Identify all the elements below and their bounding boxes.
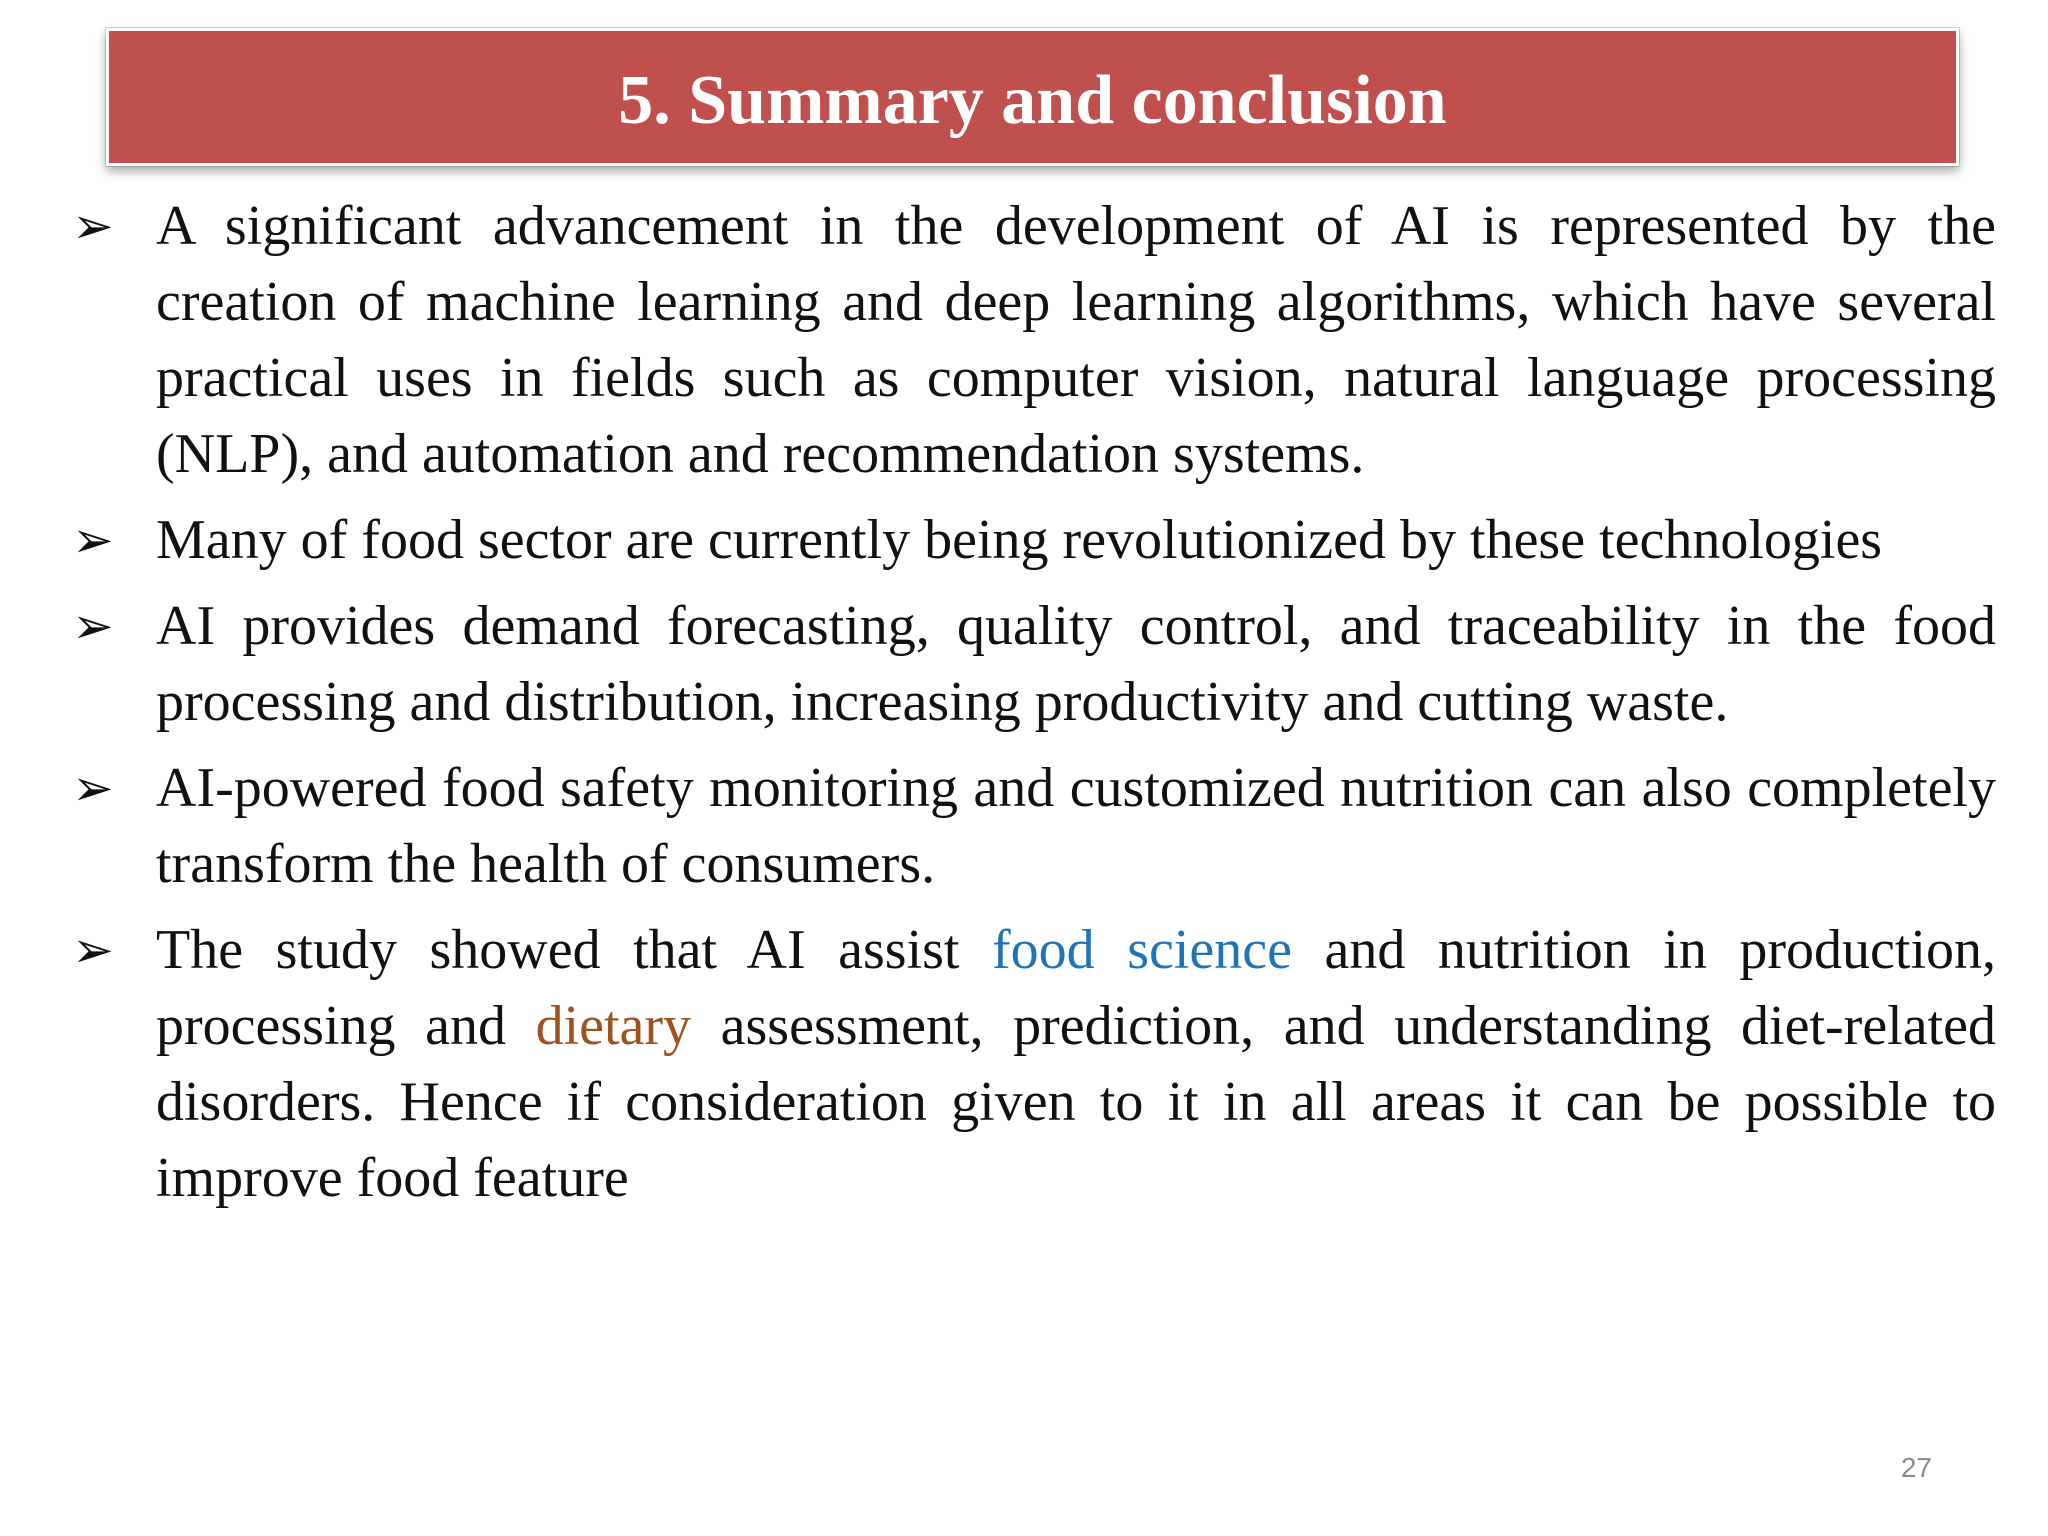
bullet-text: AI-powered food safety monitoring and customized nutrition can also completely transform the health of consumers. xyxy=(156,757,1996,895)
bullet-item-3 xyxy=(72,588,1996,740)
bullet-item-5 xyxy=(72,912,1996,1216)
bullet-text-part-1: The study showed that AI assist xyxy=(156,919,993,981)
slide-title: 5. Summary and conclusion xyxy=(618,62,1447,139)
arrow-bullet-icon: ➢ xyxy=(72,760,114,816)
bullet-text: A significant advancement in the development of AI is represented by the creation of machine learning and deep learning algorithms, which have several practical uses in fields such as computer vision, natural language processing (NLP), and automation and recommendation systems. xyxy=(156,195,1996,485)
arrow-bullet-icon: ➢ xyxy=(72,198,114,254)
page-number: 27 xyxy=(1900,1452,1932,1483)
arrow-bullet-icon: ➢ xyxy=(72,512,114,568)
bullet-item-1 xyxy=(72,188,1996,492)
bullet-text: AI provides demand forecasting, quality control, and traceability in the food processing and distribution, increasing productivity and cutting waste. xyxy=(156,595,1996,733)
title-banner xyxy=(106,28,1959,166)
arrow-bullet-icon: ➢ xyxy=(72,922,114,978)
bullet-item-2 xyxy=(72,502,1996,578)
bullet-item-4 xyxy=(72,750,1996,902)
highlight-dietary: dietary xyxy=(535,995,692,1057)
bullet-text: Many of food sector are currently being revolutionized by these technologies xyxy=(156,509,1883,571)
bullet-text-part-3: assessment, prediction, and understanding diet-related disorders. Hence if consideration given to it in all areas it can be possible to improve food feature xyxy=(156,995,1997,1209)
bullet-text-part-2: and nutrition in production, processing and xyxy=(156,919,1997,1057)
arrow-bullet-icon: ➢ xyxy=(72,598,114,654)
highlight-food-science: food science xyxy=(992,919,1292,981)
bullet-list xyxy=(72,188,1996,1226)
